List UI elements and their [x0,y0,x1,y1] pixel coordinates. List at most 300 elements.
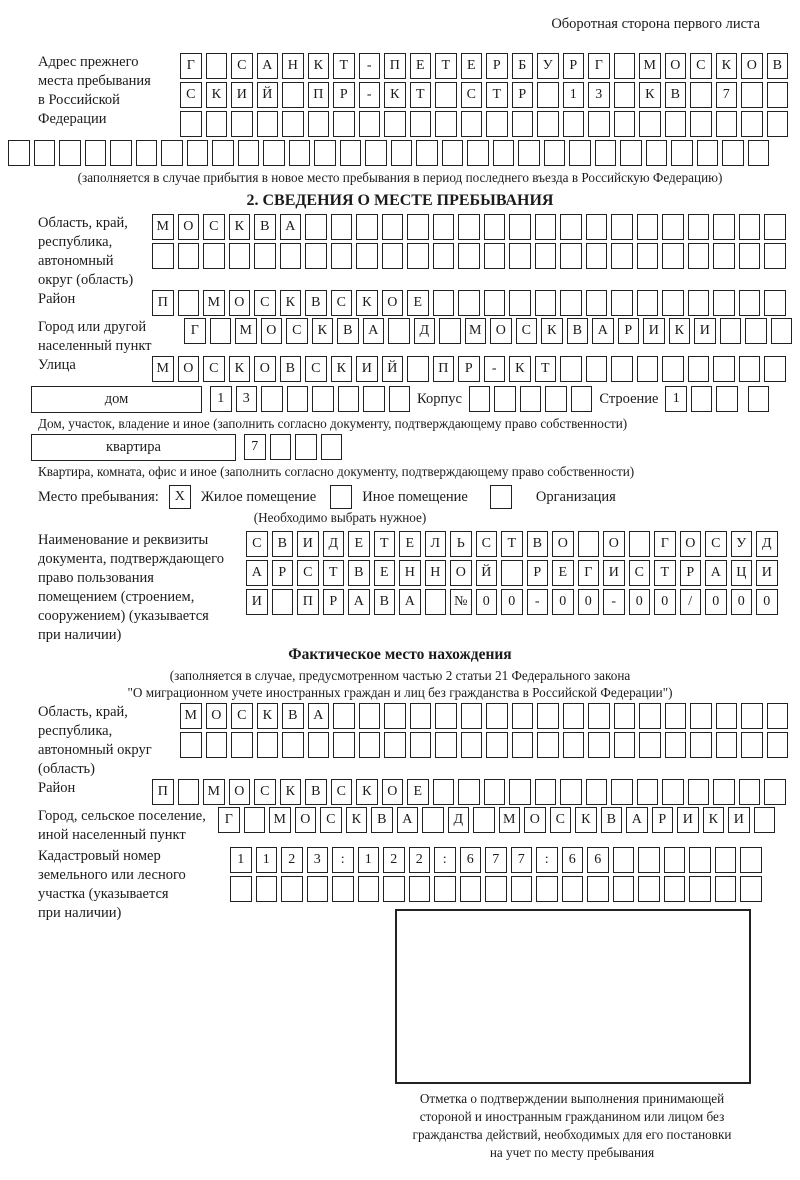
char-cell[interactable] [229,243,251,269]
char-cell[interactable]: : [536,847,558,873]
checkbox-inoe[interactable] [330,485,352,509]
char-cell[interactable] [484,290,506,316]
char-cell[interactable]: В [305,779,327,805]
char-cell[interactable]: 2 [383,847,405,873]
char-cell[interactable] [178,243,200,269]
char-cell[interactable] [560,356,582,382]
char-cell[interactable]: М [152,214,174,240]
char-cell[interactable]: С [476,531,498,557]
char-cell[interactable]: К [280,290,302,316]
char-cell[interactable] [560,214,582,240]
char-cell[interactable]: И [756,560,778,586]
char-cell[interactable] [745,318,767,344]
char-cell[interactable] [571,386,593,412]
char-cell[interactable]: 0 [552,589,574,615]
char-cell[interactable]: Й [257,82,279,108]
char-cell[interactable] [614,53,636,79]
char-cell[interactable]: П [433,356,455,382]
char-cell[interactable] [473,807,495,833]
char-cell[interactable] [416,140,438,166]
char-cell[interactable]: Т [435,53,457,79]
char-cell[interactable] [767,111,789,137]
char-cell[interactable] [509,214,531,240]
char-cell[interactable] [485,876,507,902]
char-cell[interactable]: 6 [587,847,609,873]
char-cell[interactable]: С [320,807,342,833]
char-cell[interactable] [537,111,559,137]
char-cell[interactable]: 7 [485,847,507,873]
char-cell[interactable] [340,140,362,166]
char-cell[interactable] [637,290,659,316]
char-cell[interactable] [410,732,432,758]
char-cell[interactable] [741,732,763,758]
char-cell[interactable] [535,243,557,269]
char-cell[interactable] [614,732,636,758]
char-cell[interactable]: 0 [756,589,778,615]
char-cell[interactable] [410,111,432,137]
char-cell[interactable] [305,243,327,269]
char-cell[interactable] [382,243,404,269]
char-cell[interactable] [333,732,355,758]
char-cell[interactable]: Т [654,560,676,586]
char-cell[interactable]: К [669,318,691,344]
char-cell[interactable]: Т [535,356,557,382]
char-cell[interactable] [257,111,279,137]
char-cell[interactable] [713,779,735,805]
char-cell[interactable] [520,386,542,412]
char-cell[interactable]: К [229,356,251,382]
char-cell[interactable] [536,876,558,902]
char-cell[interactable]: : [332,847,354,873]
char-cell[interactable] [359,703,381,729]
char-cell[interactable] [688,356,710,382]
char-cell[interactable]: В [767,53,789,79]
char-cell[interactable] [461,732,483,758]
char-cell[interactable] [433,290,455,316]
char-cell[interactable]: К [384,82,406,108]
char-cell[interactable] [282,82,304,108]
char-cell[interactable] [272,589,294,615]
char-cell[interactable] [614,703,636,729]
char-cell[interactable] [359,111,381,137]
char-cell[interactable]: И [603,560,625,586]
char-cell[interactable] [611,243,633,269]
char-cell[interactable] [484,214,506,240]
char-cell[interactable] [254,243,276,269]
char-cell[interactable] [512,703,534,729]
char-cell[interactable]: 1 [665,386,687,412]
char-cell[interactable] [690,82,712,108]
char-cell[interactable]: 3 [307,847,329,873]
char-cell[interactable]: Е [410,53,432,79]
char-cell[interactable]: М [180,703,202,729]
char-cell[interactable]: Е [374,560,396,586]
char-cell[interactable] [620,140,642,166]
char-cell[interactable]: К [703,807,725,833]
char-cell[interactable] [458,290,480,316]
char-cell[interactable] [384,732,406,758]
char-cell[interactable]: Р [527,560,549,586]
char-cell[interactable]: Р [333,82,355,108]
char-cell[interactable] [688,290,710,316]
char-cell[interactable] [178,779,200,805]
char-cell[interactable] [460,876,482,902]
char-cell[interactable]: С [231,703,253,729]
char-cell[interactable]: Л [425,531,447,557]
char-cell[interactable] [545,386,567,412]
char-cell[interactable] [206,732,228,758]
char-cell[interactable] [560,779,582,805]
char-cell[interactable]: К [331,356,353,382]
char-cell[interactable] [535,290,557,316]
char-cell[interactable]: Е [399,531,421,557]
char-cell[interactable] [333,111,355,137]
char-cell[interactable]: И [694,318,716,344]
char-cell[interactable] [741,703,763,729]
char-cell[interactable] [578,531,600,557]
char-cell[interactable] [664,847,686,873]
char-cell[interactable] [688,214,710,240]
char-cell[interactable] [720,318,742,344]
char-cell[interactable]: Т [323,560,345,586]
char-cell[interactable] [203,243,225,269]
char-cell[interactable] [458,214,480,240]
char-cell[interactable] [34,140,56,166]
char-cell[interactable] [231,732,253,758]
char-cell[interactable] [282,732,304,758]
char-cell[interactable]: К [257,703,279,729]
char-cell[interactable]: О [741,53,763,79]
char-cell[interactable] [187,140,209,166]
char-cell[interactable] [206,111,228,137]
char-cell[interactable] [689,876,711,902]
char-cell[interactable] [338,386,360,412]
char-cell[interactable]: Р [458,356,480,382]
char-cell[interactable]: И [246,589,268,615]
char-cell[interactable] [562,876,584,902]
char-cell[interactable] [210,318,232,344]
char-cell[interactable]: Р [652,807,674,833]
char-cell[interactable] [363,386,385,412]
char-cell[interactable] [639,703,661,729]
char-cell[interactable]: Р [486,53,508,79]
char-cell[interactable] [439,318,461,344]
char-cell[interactable]: 1 [358,847,380,873]
char-cell[interactable] [665,732,687,758]
char-cell[interactable]: М [639,53,661,79]
char-cell[interactable] [563,732,585,758]
char-cell[interactable]: В [254,214,276,240]
char-cell[interactable] [230,876,252,902]
char-cell[interactable]: В [337,318,359,344]
char-cell[interactable] [518,140,540,166]
char-cell[interactable] [637,214,659,240]
char-cell[interactable]: О [603,531,625,557]
char-cell[interactable]: Е [407,290,429,316]
char-cell[interactable] [740,847,762,873]
char-cell[interactable]: П [152,290,174,316]
char-cell[interactable] [537,703,559,729]
char-cell[interactable]: Т [410,82,432,108]
char-cell[interactable] [688,243,710,269]
char-cell[interactable] [716,732,738,758]
char-cell[interactable]: Д [448,807,470,833]
char-cell[interactable] [662,243,684,269]
char-cell[interactable]: Е [348,531,370,557]
char-cell[interactable]: М [235,318,257,344]
char-cell[interactable] [614,82,636,108]
char-cell[interactable] [461,111,483,137]
char-cell[interactable] [662,214,684,240]
char-cell[interactable] [587,876,609,902]
char-cell[interactable] [767,732,789,758]
char-cell[interactable]: 0 [578,589,600,615]
char-cell[interactable]: О [261,318,283,344]
char-cell[interactable] [206,53,228,79]
char-cell[interactable] [638,876,660,902]
char-cell[interactable] [690,111,712,137]
char-cell[interactable]: О [552,531,574,557]
char-cell[interactable] [382,214,404,240]
char-cell[interactable]: К [206,82,228,108]
char-cell[interactable]: М [152,356,174,382]
char-cell[interactable]: И [643,318,665,344]
char-cell[interactable]: О [524,807,546,833]
char-cell[interactable] [282,111,304,137]
char-cell[interactable] [501,560,523,586]
char-cell[interactable]: О [254,356,276,382]
char-cell[interactable]: Ц [731,560,753,586]
char-cell[interactable]: В [567,318,589,344]
char-cell[interactable]: В [305,290,327,316]
char-cell[interactable] [697,140,719,166]
char-cell[interactable]: Д [323,531,345,557]
char-cell[interactable] [665,111,687,137]
char-cell[interactable]: С [297,560,319,586]
char-cell[interactable]: О [206,703,228,729]
char-cell[interactable]: 0 [629,589,651,615]
char-cell[interactable] [308,732,330,758]
char-cell[interactable]: К [280,779,302,805]
char-cell[interactable]: 0 [501,589,523,615]
char-cell[interactable] [764,243,786,269]
char-cell[interactable] [771,318,793,344]
char-cell[interactable]: К [575,807,597,833]
char-cell[interactable]: П [384,53,406,79]
char-cell[interactable]: С [331,290,353,316]
char-cell[interactable]: А [246,560,268,586]
char-cell[interactable] [537,732,559,758]
char-cell[interactable] [764,356,786,382]
char-cell[interactable] [512,732,534,758]
char-cell[interactable]: О [178,356,200,382]
char-cell[interactable]: С [254,779,276,805]
char-cell[interactable]: С [705,531,727,557]
char-cell[interactable]: В [371,807,393,833]
char-cell[interactable] [307,876,329,902]
char-cell[interactable] [461,703,483,729]
char-cell[interactable] [433,214,455,240]
char-cell[interactable]: Р [512,82,534,108]
char-cell[interactable]: - [484,356,506,382]
char-cell[interactable]: Р [618,318,640,344]
char-cell[interactable]: С [550,807,572,833]
char-cell[interactable] [639,732,661,758]
char-cell[interactable] [715,876,737,902]
char-cell[interactable]: 6 [562,847,584,873]
char-cell[interactable] [407,243,429,269]
char-cell[interactable]: У [731,531,753,557]
char-cell[interactable]: Г [654,531,676,557]
char-cell[interactable]: К [509,356,531,382]
char-cell[interactable] [739,356,761,382]
char-cell[interactable] [433,779,455,805]
char-cell[interactable] [270,434,292,460]
char-cell[interactable]: - [359,53,381,79]
char-cell[interactable]: Г [578,560,600,586]
char-cell[interactable]: А [397,807,419,833]
char-cell[interactable]: М [203,779,225,805]
char-cell[interactable] [646,140,668,166]
char-cell[interactable] [180,111,202,137]
char-cell[interactable] [281,876,303,902]
char-cell[interactable]: 0 [705,589,727,615]
char-cell[interactable]: М [465,318,487,344]
char-cell[interactable] [535,214,557,240]
char-cell[interactable] [586,243,608,269]
char-cell[interactable] [588,703,610,729]
char-cell[interactable]: Б [512,53,534,79]
char-cell[interactable]: 2 [281,847,303,873]
char-cell[interactable]: С [305,356,327,382]
char-cell[interactable]: А [280,214,302,240]
char-cell[interactable]: Р [323,589,345,615]
char-cell[interactable] [563,111,585,137]
char-cell[interactable]: О [229,779,251,805]
char-cell[interactable]: У [537,53,559,79]
char-cell[interactable]: О [680,531,702,557]
char-cell[interactable] [754,807,776,833]
char-cell[interactable]: Н [282,53,304,79]
char-cell[interactable]: С [516,318,538,344]
char-cell[interactable] [713,214,735,240]
char-cell[interactable] [410,703,432,729]
char-cell[interactable] [713,243,735,269]
char-cell[interactable]: А [626,807,648,833]
char-cell[interactable] [256,876,278,902]
char-cell[interactable]: Г [184,318,206,344]
char-cell[interactable] [331,243,353,269]
char-cell[interactable]: Е [552,560,574,586]
char-cell[interactable] [665,703,687,729]
char-cell[interactable] [595,140,617,166]
char-cell[interactable]: О [665,53,687,79]
char-cell[interactable]: О [295,807,317,833]
char-cell[interactable] [178,290,200,316]
char-cell[interactable] [434,876,456,902]
char-cell[interactable]: С [203,356,225,382]
char-cell[interactable]: : [434,847,456,873]
char-cell[interactable]: О [229,290,251,316]
char-cell[interactable] [180,732,202,758]
char-cell[interactable] [535,779,557,805]
char-cell[interactable]: Е [461,53,483,79]
char-cell[interactable] [388,318,410,344]
char-cell[interactable]: В [348,560,370,586]
char-cell[interactable]: 2 [409,847,431,873]
char-cell[interactable] [509,779,531,805]
char-cell[interactable] [422,807,444,833]
char-cell[interactable]: В [280,356,302,382]
char-cell[interactable]: Е [407,779,429,805]
char-cell[interactable]: 7 [716,82,738,108]
char-cell[interactable]: К [356,779,378,805]
char-cell[interactable] [356,243,378,269]
char-cell[interactable]: Й [382,356,404,382]
char-cell[interactable] [59,140,81,166]
char-cell[interactable]: 3 [588,82,610,108]
char-cell[interactable]: М [269,807,291,833]
char-cell[interactable]: М [499,807,521,833]
char-cell[interactable] [611,290,633,316]
char-cell[interactable] [308,111,330,137]
char-cell[interactable] [748,140,770,166]
char-cell[interactable]: К [716,53,738,79]
char-cell[interactable] [637,356,659,382]
char-cell[interactable] [365,140,387,166]
char-cell[interactable]: Т [501,531,523,557]
char-cell[interactable] [383,876,405,902]
char-cell[interactable] [739,779,761,805]
char-cell[interactable] [713,356,735,382]
char-cell[interactable] [629,531,651,557]
char-cell[interactable]: В [601,807,623,833]
char-cell[interactable]: Т [333,53,355,79]
char-cell[interactable] [586,214,608,240]
char-cell[interactable] [688,779,710,805]
char-cell[interactable] [691,386,713,412]
char-cell[interactable] [544,140,566,166]
char-cell[interactable]: 7 [511,847,533,873]
char-cell[interactable] [314,140,336,166]
char-cell[interactable]: К [312,318,334,344]
char-cell[interactable] [662,779,684,805]
checkbox-zhiloe[interactable]: X [169,485,191,509]
char-cell[interactable] [613,847,635,873]
checkbox-organizaciya[interactable] [490,485,512,509]
char-cell[interactable] [690,732,712,758]
char-cell[interactable] [611,214,633,240]
char-cell[interactable] [611,356,633,382]
char-cell[interactable]: К [229,214,251,240]
char-cell[interactable]: / [680,589,702,615]
char-cell[interactable] [671,140,693,166]
char-cell[interactable] [588,111,610,137]
char-cell[interactable] [509,243,531,269]
char-cell[interactable] [486,732,508,758]
char-cell[interactable]: С [203,214,225,240]
char-cell[interactable]: Н [425,560,447,586]
char-cell[interactable] [586,290,608,316]
char-cell[interactable]: П [297,589,319,615]
char-cell[interactable] [569,140,591,166]
char-cell[interactable] [637,243,659,269]
char-cell[interactable]: 0 [476,589,498,615]
char-cell[interactable] [469,386,491,412]
char-cell[interactable] [739,214,761,240]
char-cell[interactable] [741,82,763,108]
char-cell[interactable] [764,779,786,805]
